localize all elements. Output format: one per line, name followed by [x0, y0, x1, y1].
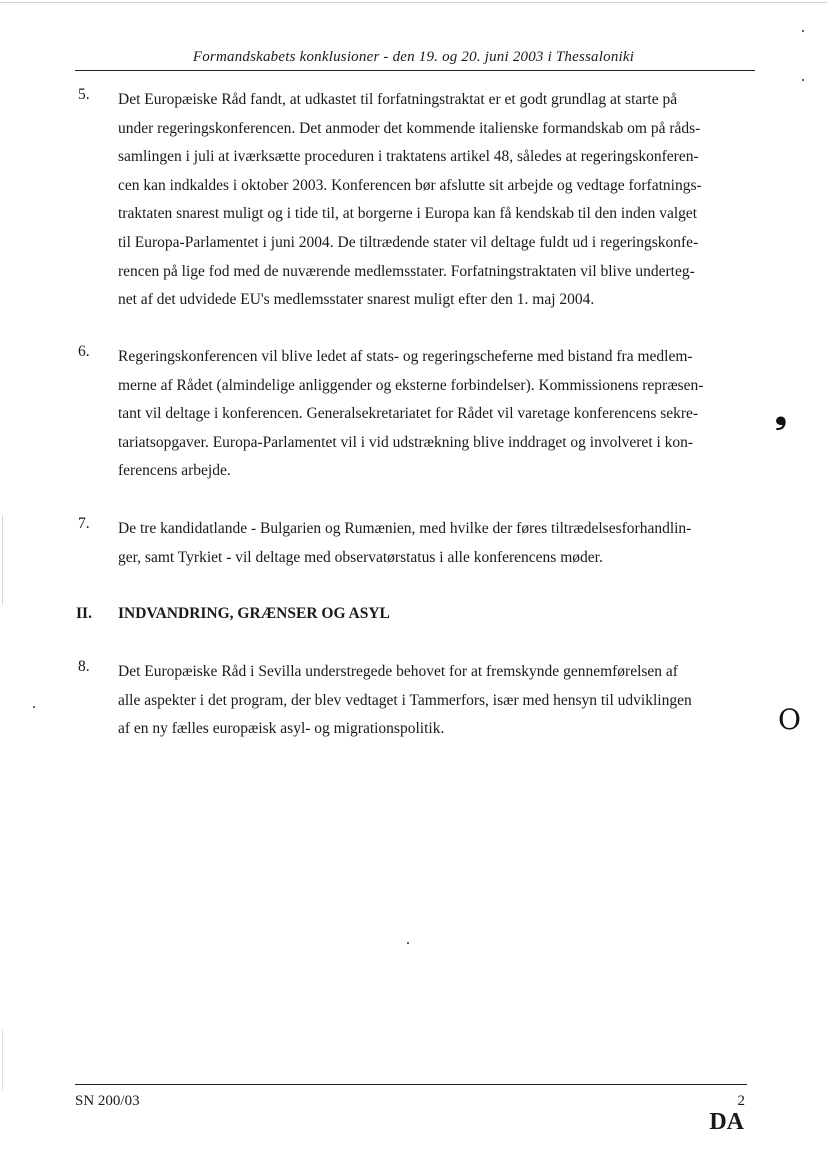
paragraph-body: [118, 343, 754, 486]
scan-edge-top: [0, 2, 827, 3]
speck: [33, 706, 35, 708]
paragraph-line: traktaten snarest muligt og i tide til, at borgerne i Europa kan få kendskab til den inden valget: [118, 205, 698, 223]
section-number: II.: [76, 605, 92, 622]
paragraph-line: under regeringskonferencen. Det anmoder det kommende italienske formandskab om på råds-: [118, 119, 701, 137]
paragraph-line: rencen på lige fod med de nuværende medlemsstater. Forfatningstraktaten vil blive underteg-: [118, 262, 695, 280]
scan-edge-left: [2, 515, 3, 605]
document-reference: SN 200/03: [75, 1093, 140, 1109]
paragraph-number: 5.: [78, 86, 90, 103]
paragraph-line: af en ny fælles europæisk asyl- og migrationspolitik.: [118, 720, 445, 738]
paragraph-line: Det Europæiske Råd i Sevilla understregede behovet for at fremskynde gennemførelsen af: [118, 663, 678, 680]
section-title: INDVANDRING, GRÆNSER OG ASYL: [118, 605, 390, 622]
binder-ring-mark: O: [778, 703, 801, 736]
speck: [802, 30, 804, 32]
paragraph-number: 7.: [78, 515, 90, 532]
paragraph-body: [118, 658, 754, 744]
paragraph-number: 6.: [78, 343, 90, 360]
paragraph-line: tant vil deltage i konferencen. Generalsekretariatet for Rådet vil varetage konferencens sekre-: [118, 405, 699, 423]
paragraph-line: ger, samt Tyrkiet - vil deltage med observatørstatus i alle konferencens møder.: [118, 548, 603, 566]
paragraph-line: cen kan indkaldes i oktober 2003. Konferencen bør afslutte sit arbejde og vedtage forfatnings-: [118, 176, 702, 194]
footer-rule: [75, 1084, 747, 1085]
page-number: 2: [737, 1093, 745, 1109]
paragraph-number: 8.: [78, 658, 90, 675]
paragraph-line: tariatsopgaver. Europa-Parlamentet vil i vid udstrækning blive inddraget og involveret i kon-: [118, 433, 694, 451]
paragraph-line: De tre kandidatlande - Bulgarien og Rumænien, med hvilke der føres tiltrædelsesforhandlin-: [118, 520, 692, 537]
paragraph-line: Regeringskonferencen vil blive ledet af stats- og regeringscheferne med bistand fra medlem-: [118, 348, 693, 365]
header-rule: [75, 70, 755, 71]
scan-edge-left-lower: [2, 1030, 3, 1090]
paragraph-line: til Europa-Parlamentet i juni 2004. De tiltrædende stater vil deltage fuldt ud i regeringskonfe-: [118, 233, 699, 251]
paragraph-line: merne af Rådet (almindelige anliggender og eksterne forbindelser). Kommissionens repræsen-: [118, 376, 704, 394]
page-header-title: Formandskabets konklusioner - den 19. og 20. juni 2003 i Thessaloniki: [192, 49, 635, 65]
paragraph-body: [118, 515, 754, 572]
paragraph-line: samlingen i juli at iværksætte proceduren i traktatens artikel 48, således at regeringskonferen-: [118, 148, 699, 166]
paragraph-body: [118, 86, 754, 315]
paragraph-line: net af det udvidede EU's medlemsstater snarest muligt efter den 1. maj 2004.: [118, 291, 595, 309]
language-code: DA: [709, 1109, 744, 1135]
speck: [407, 942, 409, 944]
paragraph-line: Det Europæiske Råd fandt, at udkastet til forfatningstraktat er et godt grundlag at starte på: [118, 91, 678, 108]
binder-hole-mark: ❟: [775, 396, 787, 431]
speck: [802, 79, 804, 81]
paragraph-line: ferencens arbejde.: [118, 462, 231, 480]
paragraph-line: alle aspekter i det program, der blev vedtaget i Tammerfors, især med hensyn til udviklingen: [118, 691, 692, 709]
